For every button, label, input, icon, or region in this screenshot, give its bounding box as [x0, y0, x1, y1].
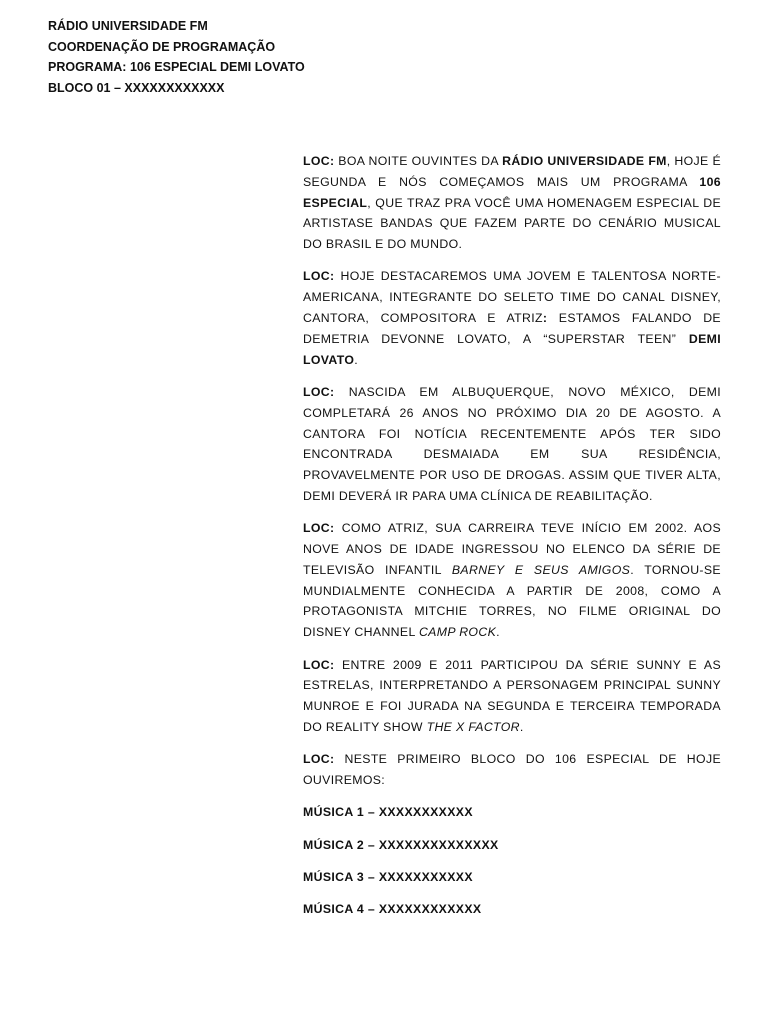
department-name: COORDENAÇÃO DE PROGRAMAÇÃO — [48, 39, 276, 54]
paragraph-italic-text: THE X FACTOR — [426, 719, 520, 734]
script-paragraph-1 — [303, 151, 721, 255]
document-header — [48, 16, 448, 98]
music-item-3: MÚSICA 3 – XXXXXXXXXXX — [303, 869, 473, 884]
paragraph-text: NESTE PRIMEIRO BLOCO DO 106 ESPECIAL DE HOJE OUVIREMOS: — [303, 752, 721, 788]
block-title: BLOCO 01 – XXXXXXXXXXXX — [48, 80, 225, 95]
script-paragraph-5 — [303, 655, 721, 738]
loc-label: LOC: — [303, 384, 335, 399]
paragraph-text: HOJE DESTACAREMOS UMA JOVEM E TALENTOSA NORTE-AMERICANA, INTEGRANTE DO SELETO TIME DO CANAL DISNEY, CANTORA, COMPOSITORA E ATRIZ — [303, 269, 721, 326]
paragraph-text: ESTAMOS FALANDO DE DEMETRIA DEVONNE LOVATO, A “SUPERSTAR TEEN” — [303, 311, 721, 346]
music-item-4: MÚSICA 4 – XXXXXXXXXXXX — [303, 902, 482, 917]
paragraph-text: ENTRE 2009 E 2011 PARTICIPOU DA SÉRIE SUNNY E AS ESTRELAS, INTERPRETANDO A PERSONAGEM PRINCIPAL SUNNY MUNROE E FOI JURADA NA SEGUNDA E TERCEIRA TEMPORADA DO REALITY SHOW — [303, 657, 721, 734]
station-name: RÁDIO UNIVERSIDADE FM — [48, 19, 208, 33]
music-item-1: MÚSICA 1 – XXXXXXXXXXX — [303, 805, 473, 820]
radio-script — [303, 151, 721, 932]
script-paragraph-4 — [303, 518, 721, 643]
paragraph-text: NASCIDA EM ALBUQUERQUE, NOVO MÉXICO, DEMI COMPLETARÁ 26 ANOS NO PRÓXIMO DIA 20 DE AGOSTO. A CANTORA FOI NOTÍCIA RECENTEMENTE APÓS TER SIDO ENCONTRADA DESMAIADA EM SUA RESIDÊNCIA, PROVAVELMENTE POR USO DE DROGAS. ASSIM QUE TIVER ALTA, DEMI DEVERÁ IR PARA UMA CLÍNICA DE REABILITAÇÃO. — [303, 384, 721, 503]
paragraph-italic-text: BARNEY E SEUS AMIGOS — [451, 562, 631, 577]
script-paragraph-6 — [303, 749, 721, 791]
loc-label: LOC: — [303, 521, 335, 536]
script-paragraph-2 — [303, 266, 721, 370]
paragraph-text: . — [519, 719, 524, 734]
loc-label: LOC: — [303, 752, 335, 767]
loc-label: LOC: — [303, 269, 335, 284]
paragraph-text: , QUE TRAZ PRA VOCÊ UMA HOMENAGEM ESPECIAL DE ARTISTASE BANDAS QUE FAZEM PARTE DO CENÁRIO MUSICAL DO BRASIL E DO MUNDO. — [303, 195, 721, 252]
paragraph-text: . TORNOU-SE MUNDIALMENTE CONHECIDA A PARTIR DE 2008, COMO A PROTAGONISTA MITCHIE TORRES, NO FILME ORIGINAL DO DISNEY CHANNEL — [303, 562, 721, 640]
paragraph-bold-text: 106 ESPECIAL — [303, 174, 721, 210]
paragraph-bold-text: RÁDIO UNIVERSIDADE FM — [502, 154, 667, 168]
paragraph-text: COMO ATRIZ, SUA CARREIRA TEVE INÍCIO EM 2002. AOS NOVE ANOS DE IDADE INGRESSOU NO ELENCO DA SÉRIE DE TELEVISÃO INFANTIL — [303, 521, 721, 577]
script-paragraph-3 — [303, 382, 721, 507]
paragraph-text: . — [354, 352, 359, 367]
loc-label: LOC: — [303, 154, 335, 168]
program-title: PROGRAMA: 106 ESPECIAL DEMI LOVATO — [48, 60, 305, 74]
music-item-2: MÚSICA 2 – XXXXXXXXXXXXXX — [303, 837, 499, 852]
paragraph-italic-text: CAMP ROCK — [418, 625, 497, 640]
paragraph-text: BOA NOITE OUVINTES DA — [334, 154, 503, 168]
paragraph-text: , HOJE É SEGUNDA E NÓS COMEÇAMOS MAIS UM PROGRAMA — [303, 154, 721, 189]
paragraph-text: . — [496, 625, 500, 640]
paragraph-bold-text: : — [542, 311, 548, 326]
paragraph-bold-text: DEMI LOVATO — [303, 331, 721, 367]
loc-label: LOC: — [303, 657, 335, 672]
